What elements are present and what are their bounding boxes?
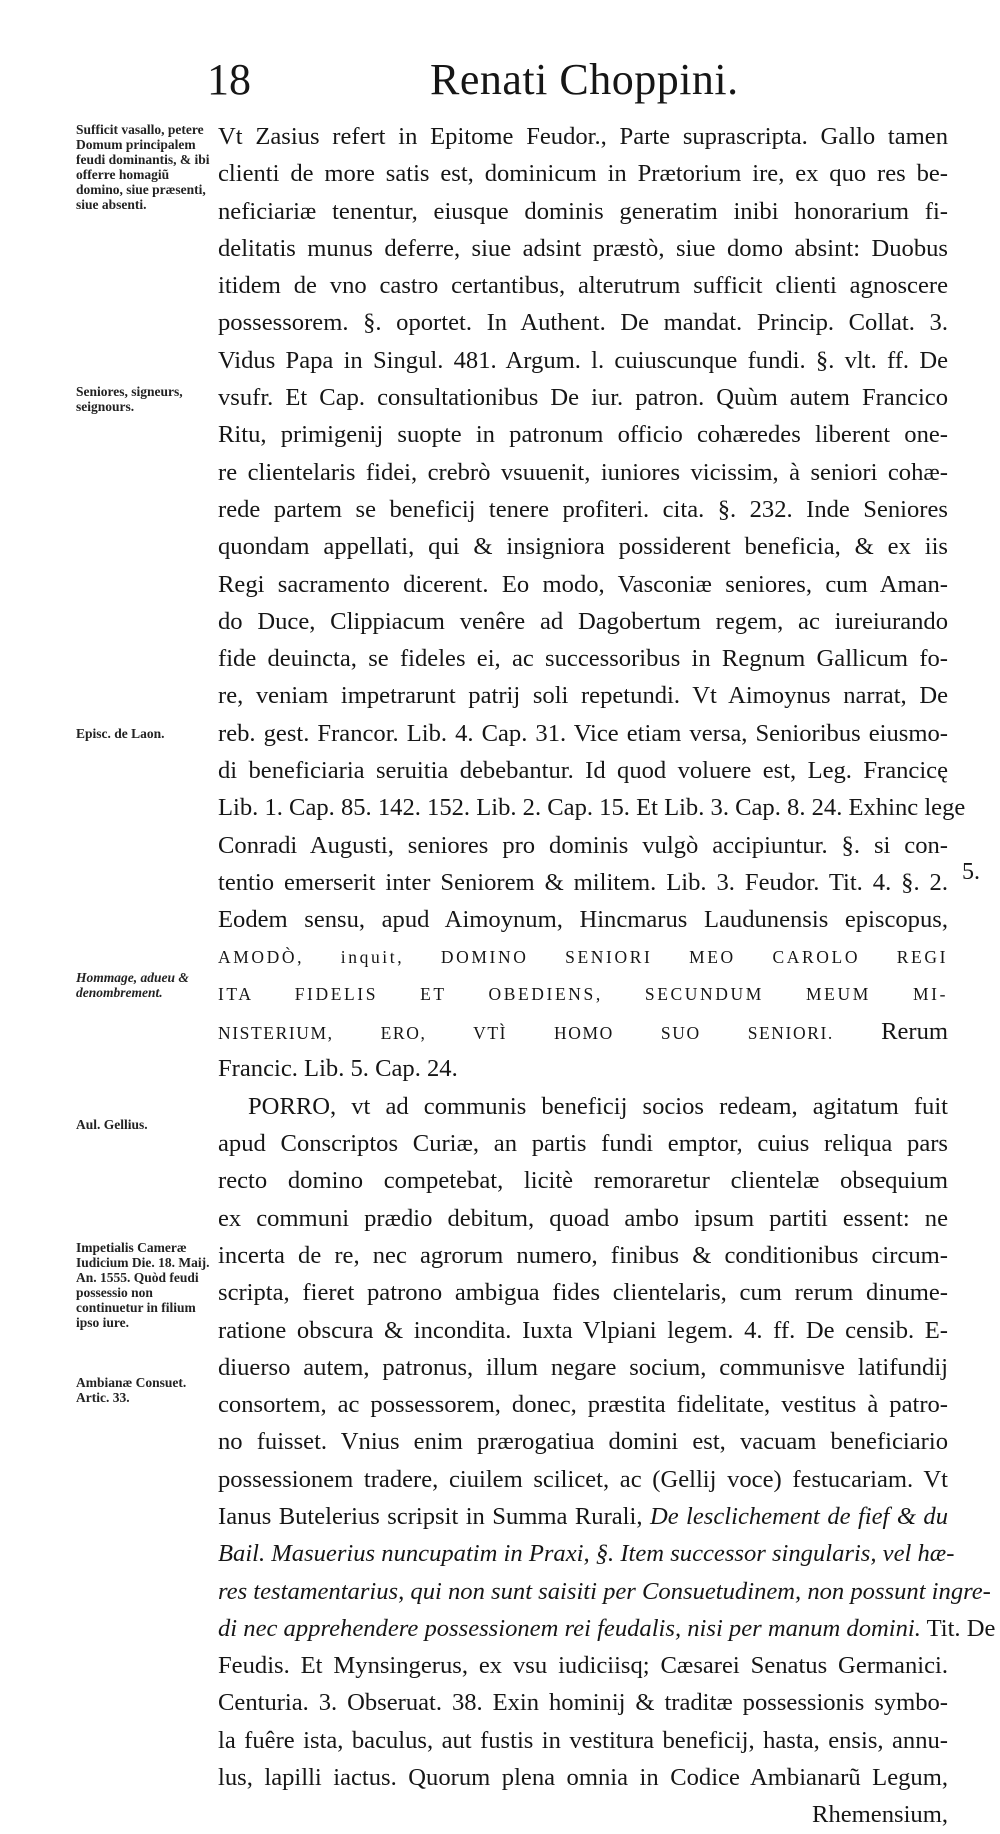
text-line: re clientelaris fidei, crebrò vsuuenit, iuniores vicissim, à seniori cohæ-	[218, 458, 948, 486]
text-line: ex communi prædio debitum, quoad ambo ipsum partiti essent: ne	[218, 1204, 948, 1232]
italic-line: res testamentarius, qui non sunt saisiti per Consuetudinem, non possunt ingre-	[218, 1577, 991, 1605]
text-line: rede partem se beneficij tenere profiteri. cita. §. 232. Inde Seniores	[218, 495, 948, 523]
text-line: re, veniam impetrarunt patrij soli repetundi. Vt Aimoynus narrat, De	[218, 682, 948, 710]
text-segment: Ianus Butelerius scripsit in Summa Rurali,	[218, 1502, 650, 1530]
text-line: Conradi Augusti, seniores pro dominis vulgò accipiuntur. §. si con-	[218, 831, 948, 859]
text-line: neficiariæ tenentur, eiusque dominis generatim inibi honorarium fi-	[218, 197, 948, 225]
text-line: Vidus Papa in Singul. 481. Argum. l. cuiuscunque fundi. §. vlt. ff. De	[218, 346, 948, 374]
italic-segment: Bail. Masuerius nuncupatim in Praxi, §.	[218, 1540, 621, 1568]
text-line: possessorem. §. oportet. In Authent. De mandat. Princip. Collat. 3.	[218, 309, 948, 337]
text-line: tentio emerserit inter Seniorem & militem. Lib. 3. Feudor. Tit. 4. §. 2.	[218, 868, 948, 896]
text-line: Ritu, primigenij suopte in patronum officio cohæredes liberent one-	[218, 421, 948, 449]
text-line: vsufr. Et Cap. consultationibus De iur. patron. Quùm autem Francico	[218, 384, 948, 412]
text-line: fide deuincta, se fideles ei, ac successoribus in Regnum Gallicum fo-	[218, 645, 948, 673]
text-line: delitatis munus deferre, siue adsint præstò, siue domo absint: Duobus	[218, 234, 948, 262]
text-line	[218, 1013, 948, 1050]
page-number: 18	[207, 55, 251, 104]
text-line	[218, 1610, 996, 1647]
text-line: Lib. 1. Cap. 85. 142. 152. Lib. 2. Cap. 15. Et Lib. 3. Cap. 8. 24. Exhinc lege	[218, 794, 966, 822]
paragraph-start-line: PORRO, vt ad communis beneficij socios redeam, agitatum fuit	[248, 1092, 948, 1120]
text-line: do Duce, Clippiacum venêre ad Dagobertum regem, ac iureiurando	[218, 607, 948, 635]
running-title: Renati Choppini.	[430, 55, 739, 104]
text-line: Centuria. 3. Obseruat. 38. Exin hominij & traditæ possessionis symbo-	[218, 1689, 948, 1717]
italic-segment: De lesclichement de fief & du	[649, 1502, 948, 1530]
italic-segment: di nec apprehendere possessionem rei feudalis, nisi per manum domini.	[218, 1614, 921, 1642]
text-segment: Tit. De	[926, 1614, 996, 1642]
text-line: Feudis. Et Mynsingerus, ex vsu iudiciisq; Cæsarei Senatus Germanici.	[218, 1652, 948, 1680]
main-text	[218, 118, 996, 1834]
text-line	[218, 1498, 948, 1535]
text-line	[218, 1535, 955, 1572]
text-line: diuerso autem, patronus, illum negare socium, communisve latifundij	[218, 1353, 948, 1381]
margin-notes	[0, 0, 218, 1708]
margin-note-hommage: Hommage, adueu & denombrement.	[76, 970, 189, 1000]
quoted-line: ITA FIDELIS ET OBEDIENS, SECUNDUM MEUM MI-	[218, 983, 948, 1004]
text-line: apud Conscriptos Curiæ, an partis fundi emptor, cuius reliqua pars	[218, 1130, 948, 1158]
italic-segment: Item successor singularis, vel hæ-	[620, 1540, 955, 1568]
text-line: quondam appellati, qui & insigniora possiderent beneficia, & ex iis	[218, 533, 948, 561]
text-line: ratione obscura & incondita. Iuxta Vlpiani legem. 4. ff. De censib. E-	[218, 1316, 948, 1344]
text-segment: Rerum	[881, 1018, 948, 1046]
quoted-line: AMODÒ, inquit, DOMINO SENIORI MEO CAROLO REGI	[218, 946, 948, 967]
text-line: lus, lapilli iactus. Quorum plena omnia in Codice Ambianarũ Legum,	[218, 1764, 948, 1792]
paragraph-number: 5.	[962, 859, 980, 885]
text-line: consortem, ac possessorem, donec, præstita fidelitate, vestitus à patro-	[218, 1391, 948, 1419]
margin-note-episc: Episc. de Laon.	[76, 726, 165, 741]
text-line: itidem de vno castro certantibus, alterutrum sufficit clienti agnoscere	[218, 272, 948, 300]
margin-note-gellius: Aul. Gellius.	[76, 1117, 148, 1132]
margin-note-homage: Sufficit vasallo, petere Domum principalem feudi dominantis, & ibi offerre homagiũ domino, siue præsenti, siue absenti.	[76, 122, 210, 212]
text-line: Eodem sensu, apud Aimoynum, Hincmarus Laudunensis episcopus,	[218, 906, 948, 934]
margin-note-seniores: Seniores, signeurs, seignours.	[76, 384, 183, 414]
text-line: reb. gest. Francor. Lib. 4. Cap. 31. Vice etiam versa, Senioribus eiusmo-	[218, 719, 948, 747]
quoted-segment: NISTERIUM, ERO, VTÌ HOMO SUO SENIORI.	[218, 1023, 834, 1044]
text-line: no fuisset. Vnius enim prærogatiua domini est, vacuam beneficiario	[218, 1428, 948, 1456]
text-line: Francic. Lib. 5. Cap. 24.	[218, 1055, 458, 1083]
text-line: di beneficiaria seruitia debebantur. Id quod voluere est, Leg. Francicę	[218, 757, 948, 785]
text-line: scripta, fieret patrono ambigua fides clientelaris, cum rerum dinume-	[218, 1279, 948, 1307]
text-line: possessionem tradere, ciuilem scilicet, ac (Gellij voce) festucariam. Vt	[218, 1465, 948, 1493]
text-line: Regi sacramento dicerent. Eo modo, Vasconiæ seniores, cum Aman-	[218, 570, 948, 598]
text-line: la fuêre ista, baculus, aut fustis in vestitura beneficij, hasta, ensis, annu-	[218, 1726, 948, 1754]
text-line: Vt Zasius refert in Epitome Feudor., Parte suprascripta. Gallo tamen	[218, 123, 948, 150]
text-line: recto domino competebat, licitè remoraretur clientelæ obsequium	[218, 1167, 948, 1195]
text-line: incerta de re, nec agrorum numero, finibus & conditionibus circum-	[218, 1241, 948, 1269]
catchword: Rhemensium,	[812, 1801, 948, 1829]
margin-note-imperial-chamber: Impetialis Cameræ Iudicium Die. 18. Maij. An. 1555. Quòd feudi possessio non continuetur in filium ipso iure.	[76, 1240, 210, 1330]
text-line: clienti de more satis est, dominicum in Prætorium ire, ex quo res be-	[218, 160, 948, 188]
margin-note-ambianae: Ambianæ Consuet. Artic. 33.	[76, 1375, 187, 1405]
